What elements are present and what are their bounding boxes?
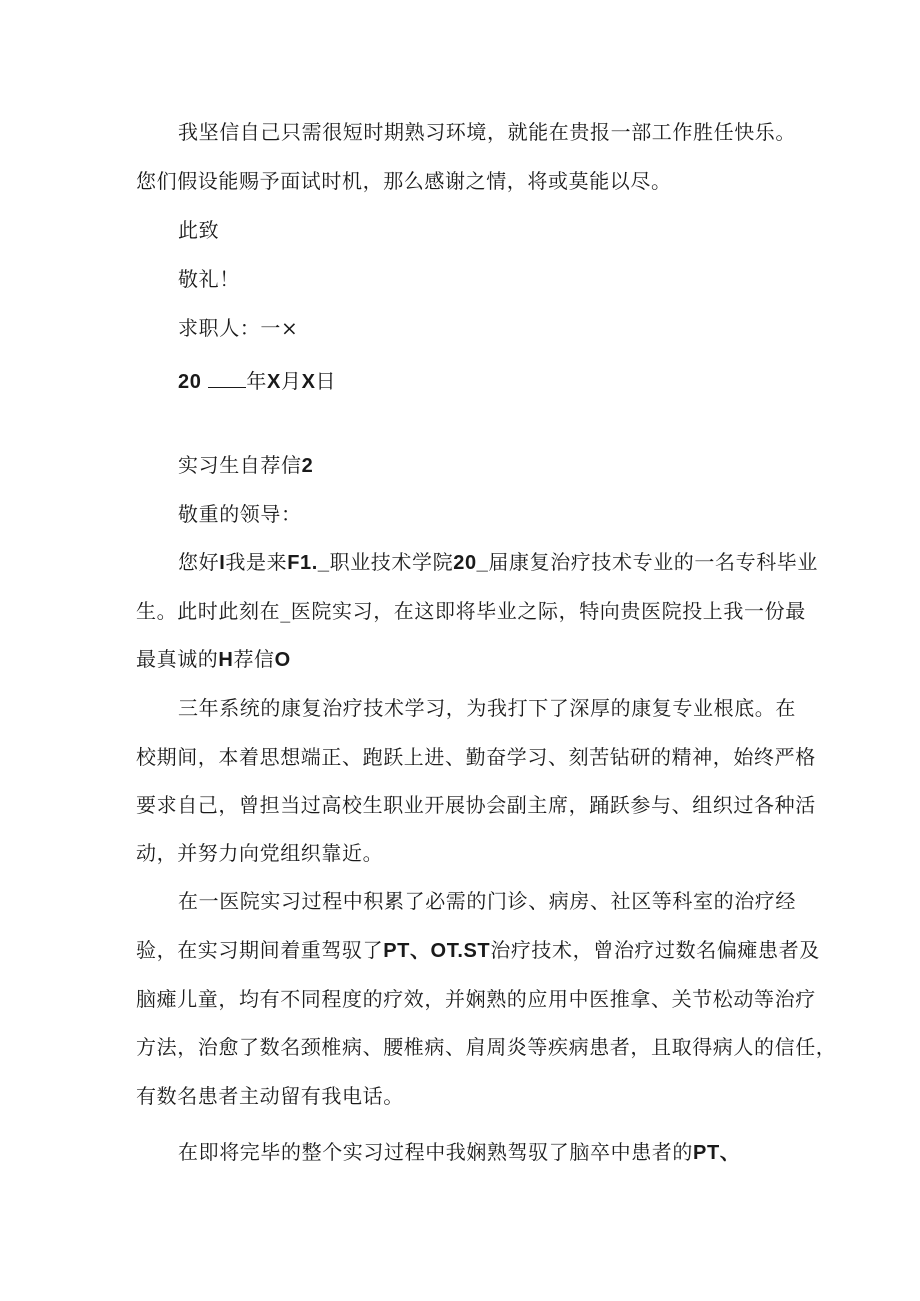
p1-l1-e: 职业技术学院 bbox=[329, 550, 454, 574]
letter2-title-text: 实习生自荐信 bbox=[178, 453, 302, 477]
letter2-title-number: 2 bbox=[301, 455, 314, 477]
date-month-x: X bbox=[267, 371, 281, 393]
p1-l3-b: H bbox=[218, 649, 234, 671]
closing-salute: 此致 bbox=[178, 218, 220, 242]
p1-l1-c: 我是来 bbox=[225, 550, 288, 574]
p1-l1-a: 您好 bbox=[178, 550, 220, 574]
p1-l3-c: 荐信 bbox=[233, 647, 275, 671]
date-year: 20 bbox=[178, 371, 202, 393]
p1-l1-g: 届康复治疗技术专业的一名专科毕业 bbox=[488, 550, 818, 574]
p3-l2-c: 治疗技术，曾治疗过数名偏瘫患者及 bbox=[490, 938, 820, 962]
letter1-line-2: 您们假设能赐予面试时机，那么感谢之情，将或莫能以尽。 bbox=[136, 169, 672, 193]
letter1-line-1: 我坚信自己只需很短时期熟习环境，就能在贵报一部工作胜任快乐。 bbox=[178, 120, 796, 144]
p3-l2-a: 验，在实习期间着重驾驭了 bbox=[136, 938, 384, 962]
p1-l1-d: F1._ bbox=[287, 552, 330, 574]
p1-l3-d: O bbox=[274, 649, 291, 671]
p2-line-2: 校期间，本着思想端正、跑跃上进、勤奋学习、刻苦钻研的精神，始终严格 bbox=[136, 745, 816, 769]
p3-line-2 bbox=[136, 936, 820, 965]
p3-line-4: 方法，治愈了数名颈椎病、腰椎病、肩周炎等疾病患者，且取得病人的信任， bbox=[136, 1035, 837, 1059]
p1-l3-a: 最真诚的 bbox=[136, 647, 219, 671]
p4-line-1 bbox=[178, 1138, 740, 1167]
date-line bbox=[178, 367, 336, 396]
p2-line-1: 三年系统的康复治疗技术学习，为我打下了深厚的康复专业根底。在 bbox=[178, 696, 796, 720]
p1-line-2: 生。此时此刻在_医院实习，在这即将毕业之际，特向贵医院投上我一份最 bbox=[136, 599, 806, 623]
p1-l1-f: 20_ bbox=[453, 552, 489, 574]
p1-l1-b: I bbox=[219, 552, 226, 574]
date-day-x: X bbox=[301, 371, 316, 393]
signer-line: 求职人：一× bbox=[178, 316, 299, 340]
p3-line-3: 脑瘫儿童，均有不同程度的疗效，并娴熟的应用中医推拿、关节松动等治疗 bbox=[136, 987, 816, 1011]
p2-line-3: 要求自己，曾担当过高校生职业开展协会副主席，踊跃参与、组织过各种活 bbox=[136, 793, 816, 817]
date-month-suffix: 月 bbox=[280, 369, 302, 393]
date-day-suffix: 日 bbox=[315, 369, 337, 393]
p2-line-4: 动，并努力向党组织靠近。 bbox=[136, 841, 384, 865]
p3-line-1: 在一医院实习过程中积累了必需的门诊、病房、社区等科室的治疗经 bbox=[178, 889, 796, 913]
p1-line-1 bbox=[178, 548, 818, 577]
p3-l2-b: PT、OT.ST bbox=[383, 940, 491, 962]
p3-line-5: 有数名患者主动留有我电话。 bbox=[136, 1084, 404, 1108]
date-blank bbox=[208, 371, 246, 388]
letter2-salutation: 敬重的领导： bbox=[178, 502, 302, 526]
closing-regards: 敬礼！ bbox=[178, 267, 240, 291]
p1-line-3 bbox=[136, 645, 291, 674]
p4-l1-b: PT、 bbox=[693, 1142, 741, 1164]
date-year-suffix: 年 bbox=[246, 369, 268, 393]
p4-l1-a: 在即将完毕的整个实习过程中我娴熟驾驭了脑卒中患者的 bbox=[178, 1140, 693, 1164]
letter2-title bbox=[178, 451, 313, 480]
